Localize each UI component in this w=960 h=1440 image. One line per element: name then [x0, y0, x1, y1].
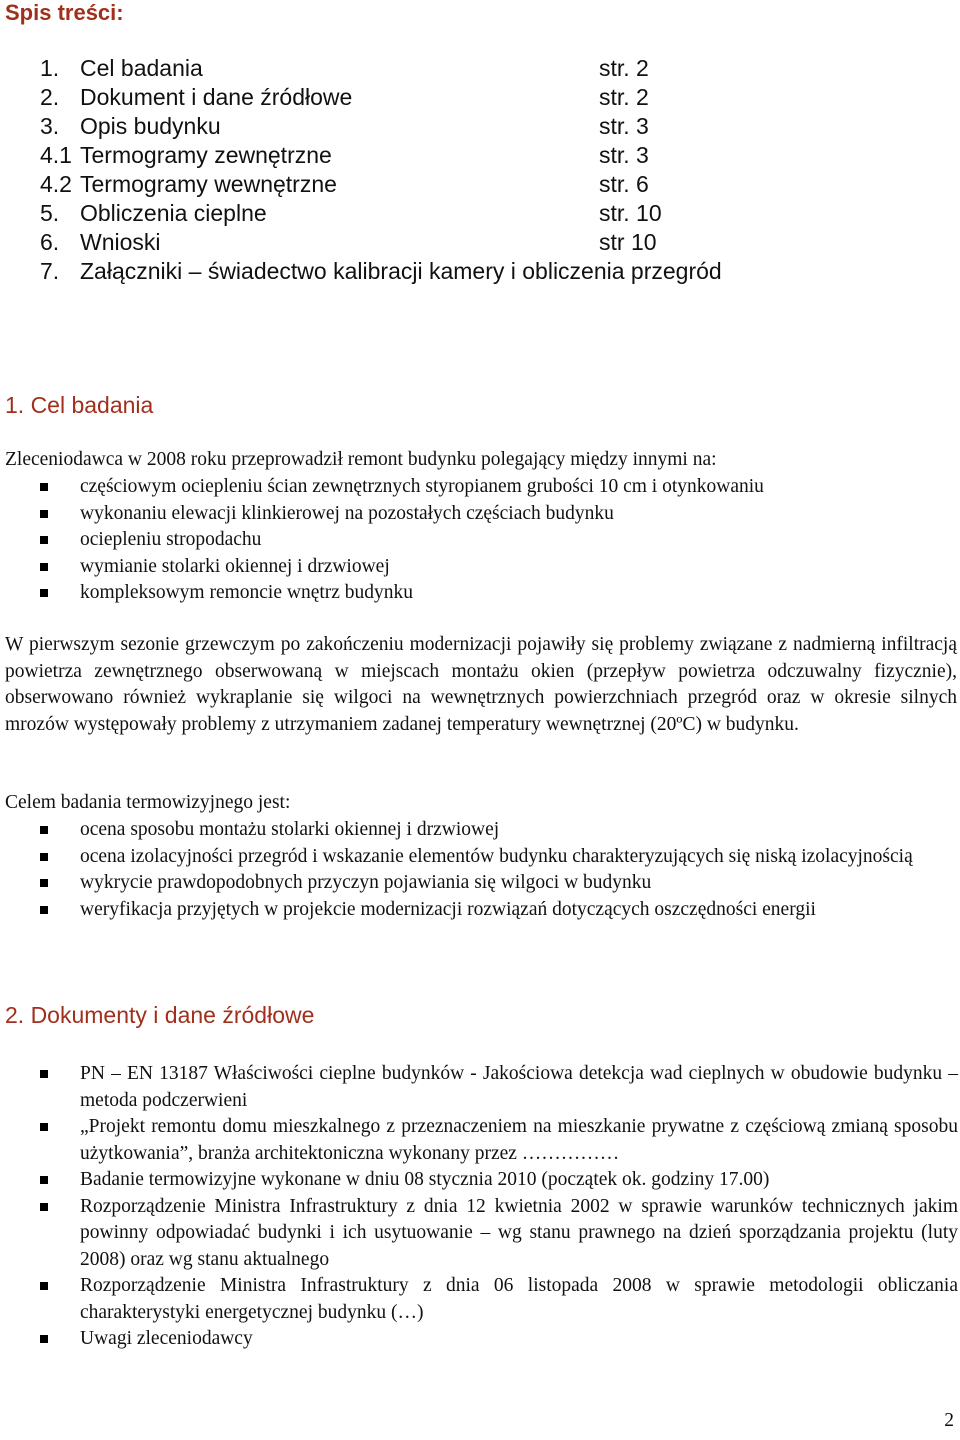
square-bullet-icon: [40, 1123, 48, 1131]
toc-item-page: str. 6: [599, 171, 649, 197]
list-item-text: „Projekt remontu domu mieszkalnego z przeznaczeniem na mieszkanie prywatne z częściową zmianą sposobu użytkowania”, branża architektoniczna wykonany przez ……………: [80, 1116, 958, 1164]
toc-item-label: Dokument i dane źródłowe: [80, 84, 353, 110]
list-item-text: ociepleniu stropodachu: [80, 529, 262, 550]
square-bullet-icon: [40, 853, 48, 861]
square-bullet-icon: [40, 483, 48, 491]
toc-item-label: Wnioski: [80, 229, 161, 255]
toc-item: [40, 141, 740, 170]
toc-item: [40, 257, 740, 286]
square-bullet-icon: [40, 589, 48, 597]
list-item: [40, 474, 958, 501]
problem-paragraph: W pierwszym sezonie grzewczym po zakończeniu modernizacji pojawiły się problemy związane z nadmierną infiltracją powietrza zewnętrznego obserwowaną w miejscach montażu okien (przepływ powietrza odczuwalny fizycznie), obserwowano również wykraplanie się wilgoci na wewnętrznych powierzchniach przegród oraz w okresie silnych mrozów występowały problemy z utrzymaniem zadanej temperatury wewnętrznej (20ºC) w budynku.: [5, 634, 957, 735]
toc-item-label: Opis budynku: [80, 113, 221, 139]
list-item: [40, 501, 958, 528]
square-bullet-icon: [40, 1176, 48, 1184]
toc-item-number: 5.: [40, 200, 60, 226]
list-item-text: Badanie termowizyjne wykonane w dniu 08 stycznia 2010 (początek ok. godziny 17.00): [80, 1169, 770, 1190]
list-item-text: kompleksowym remoncie wnętrz budynku: [80, 582, 414, 603]
section-heading-purpose: 1. Cel badania: [5, 392, 154, 418]
square-bullet-icon: [40, 563, 48, 571]
toc-item-page: str. 3: [599, 113, 649, 139]
toc-item-number: 7.: [40, 258, 60, 284]
works-intro: Zleceniodawca w 2008 roku przeprowadził remont budynku polegający między innymi na:: [5, 449, 717, 470]
toc-item-number: 4.2: [40, 171, 72, 197]
list-item: [40, 554, 958, 581]
toc-item-number: 3.: [40, 113, 60, 139]
toc-item: [40, 199, 740, 228]
toc-item: [40, 228, 740, 257]
toc-item-label: Załączniki – świadectwo kalibracji kamery i obliczenia przegród: [80, 258, 722, 284]
toc-item-number: 6.: [40, 229, 60, 255]
toc-item-label: Cel badania: [80, 55, 203, 81]
table-of-contents: [40, 54, 740, 286]
list-item: [40, 870, 958, 897]
list-item-text: Rozporządzenie Ministra Infrastruktury z dnia 12 kwietnia 2002 w sprawie warunków technicznych jakim powinny odpowiadać budynki i ich usytuowanie – wg stanu prawnego na dzień sporządzania projektu (luty 2008) oraz wg stanu aktualnego: [80, 1195, 958, 1270]
toc-item: [40, 83, 740, 112]
square-bullet-icon: [40, 826, 48, 834]
list-item: [40, 844, 958, 871]
list-item: [40, 897, 958, 924]
square-bullet-icon: [40, 510, 48, 518]
toc-item: [40, 170, 740, 199]
page-number: 2: [944, 1410, 954, 1431]
list-item: [40, 1061, 958, 1114]
list-item-text: wymianie stolarki okiennej i drzwiowej: [80, 555, 390, 577]
list-item-text: Uwagi zleceniodawcy: [80, 1328, 253, 1349]
list-item: [40, 580, 958, 607]
square-bullet-icon: [40, 1335, 48, 1343]
list-item-text: PN – EN 13187 Właściwości cieplne budynków - Jakościowa detekcja wad cieplnych w obudowie budynku – metoda podczerwieni: [80, 1063, 958, 1111]
toc-item-label: Termogramy zewnętrzne: [80, 142, 332, 168]
list-item: [40, 1167, 958, 1194]
list-item: [40, 527, 958, 554]
square-bullet-icon: [40, 1203, 48, 1211]
list-item-text: wykrycie prawdopodobnych przyczyn pojawiania się wilgoci w budynku: [80, 872, 652, 893]
list-item: [40, 1194, 958, 1274]
toc-item: [40, 112, 740, 141]
list-item: [40, 1273, 958, 1326]
list-item-text: wykonaniu elewacji klinkierowej na pozostałych częściach budynku: [80, 502, 614, 524]
list-item-text: weryfikacja przyjętych w projekcie modernizacji rozwiązań dotyczących oszczędności energii: [80, 898, 816, 920]
toc-item-number: 1.: [40, 55, 60, 81]
square-bullet-icon: [40, 879, 48, 887]
goals-list: [40, 817, 958, 923]
toc-item: [40, 54, 740, 83]
list-item-text: ocena sposobu montażu stolarki okiennej i drzwiowej: [80, 819, 500, 840]
works-list: [40, 474, 958, 607]
square-bullet-icon: [40, 536, 48, 544]
goal-intro: Celem badania termowizyjnego jest:: [5, 792, 291, 813]
toc-item-label: Termogramy wewnętrzne: [80, 171, 337, 197]
toc-item-number: 2.: [40, 84, 60, 110]
list-item: [40, 1114, 958, 1167]
toc-item-page: str 10: [599, 229, 657, 255]
toc-item-page: str. 2: [599, 55, 649, 81]
list-item: [40, 817, 958, 844]
square-bullet-icon: [40, 1070, 48, 1078]
list-item-text: Rozporządzenie Ministra Infrastruktury z dnia 06 listopada 2008 w sprawie metodologii obliczania charakterystyki energetycznej budynku (…): [80, 1275, 958, 1323]
toc-item-page: str. 2: [599, 84, 649, 110]
list-item-text: częściowym ociepleniu ścian zewnętrznych styropianem grubości 10 cm i otynkowaniu: [80, 476, 764, 497]
toc-title: Spis treści:: [5, 0, 124, 25]
toc-item-number: 4.1: [40, 142, 72, 168]
square-bullet-icon: [40, 906, 48, 914]
toc-item-label: Obliczenia cieplne: [80, 200, 267, 226]
list-item-text: ocena izolacyjności przegród i wskazanie elementów budynku charakteryzujących się niską izolacyjnością: [80, 845, 913, 867]
square-bullet-icon: [40, 1282, 48, 1290]
sources-list: [40, 1061, 958, 1353]
list-item: [40, 1326, 958, 1353]
section-heading-sources: 2. Dokumenty i dane źródłowe: [5, 1002, 315, 1028]
toc-item-page: str. 3: [599, 142, 649, 168]
toc-item-page: str. 10: [599, 200, 662, 226]
